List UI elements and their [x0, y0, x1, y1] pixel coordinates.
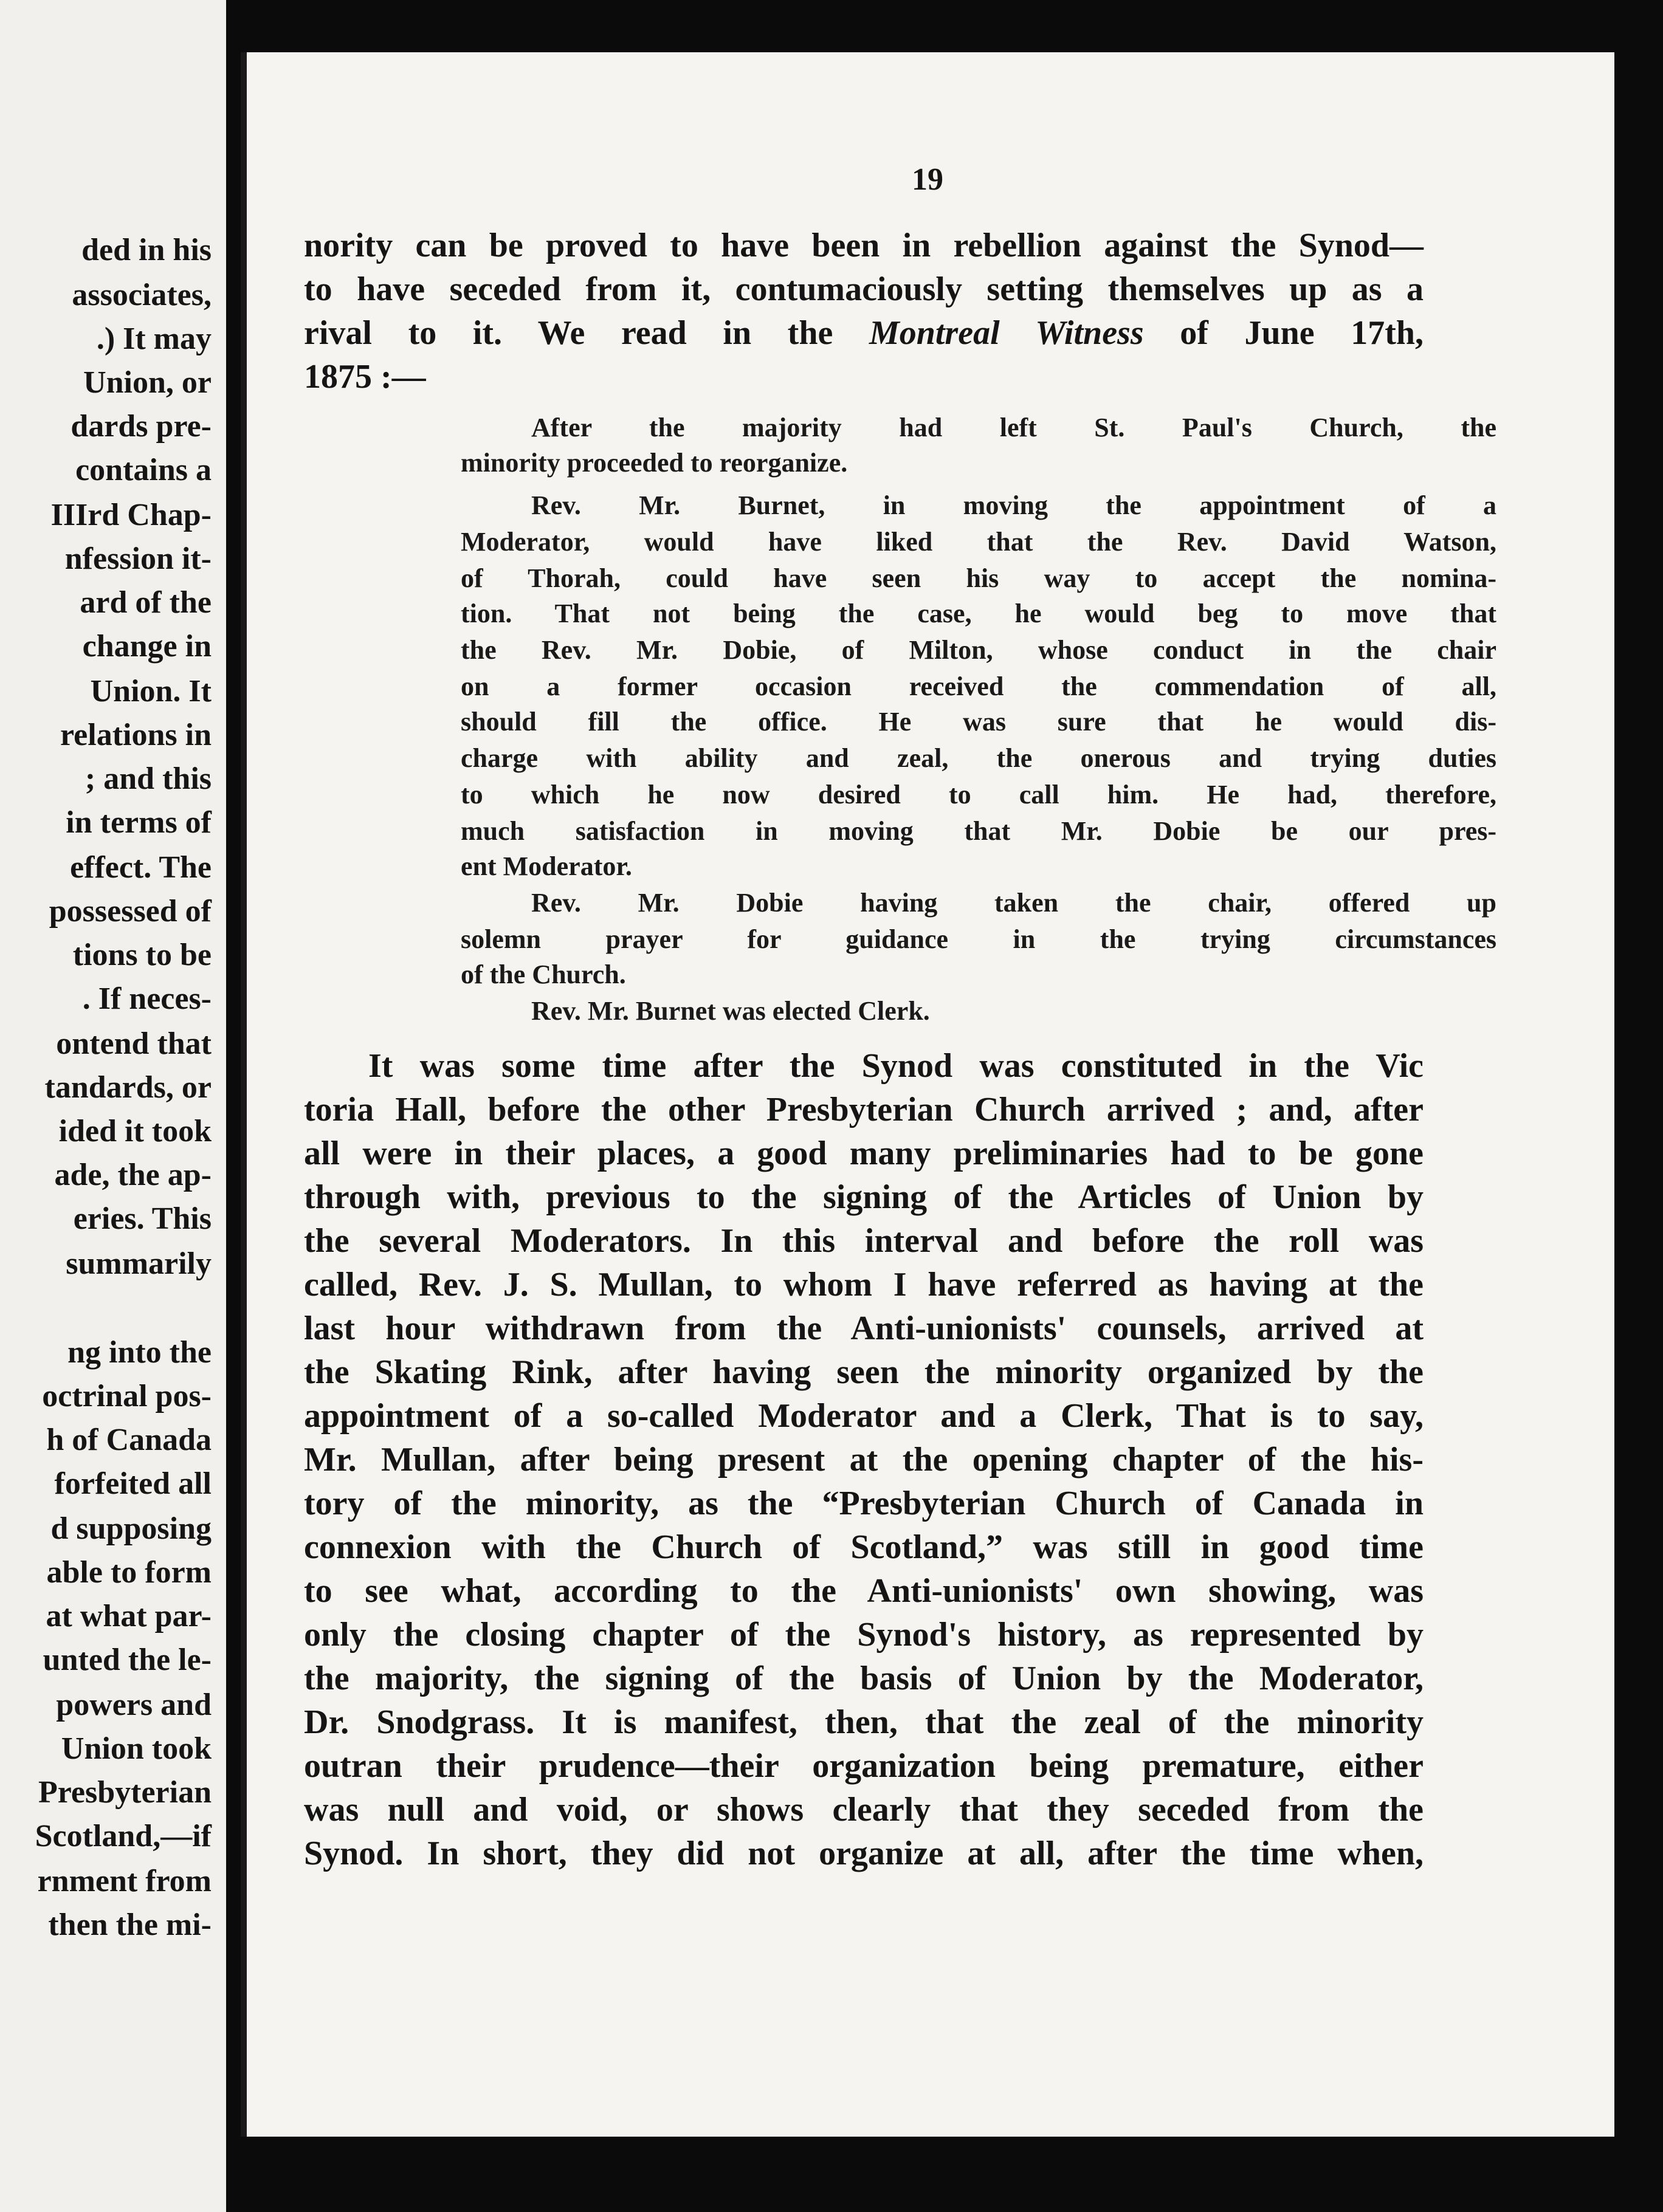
quote-line: ent Moderator.: [461, 851, 632, 881]
quote-line: Moderator, would have liked that the Rev. David Watson,: [461, 527, 1496, 557]
left-page-line: octrinal pos-: [42, 1379, 212, 1413]
left-page-line: dards pre-: [71, 409, 212, 444]
body-line: [304, 314, 1424, 352]
left-page-line: . If neces-: [82, 981, 212, 1016]
left-page-line: Union took: [61, 1731, 212, 1766]
left-page-line: d supposing: [50, 1511, 212, 1546]
body-line: connexion with the Church of Scotland,” was still in good time: [304, 1528, 1424, 1566]
quote-line: on a former occasion received the commendation of all,: [461, 672, 1496, 701]
left-page-line: Union. It: [90, 674, 212, 709]
left-page-line: h of Canada: [46, 1423, 212, 1457]
left-page-line: in terms of: [66, 805, 212, 840]
body-line: nority can be proved to have been in rebellion against the Synod—: [304, 227, 1424, 264]
quote-line: Rev. Mr. Burnet was elected Clerk.: [531, 996, 930, 1026]
left-page-line: rnment from: [37, 1864, 212, 1898]
quote-line: should fill the office. He was sure that he would dis-: [461, 707, 1496, 737]
body-line: all were in their places, a good many preliminaries had to be gone: [304, 1135, 1424, 1172]
left-page-line: ; and this: [84, 761, 212, 796]
left-page-line: powers and: [56, 1688, 212, 1722]
body-line: the several Moderators. In this interval and before the roll was: [304, 1222, 1424, 1260]
left-page-line: effect. The: [70, 850, 212, 885]
body-line: to see what, according to the Anti-unionists' own showing, was: [304, 1572, 1424, 1610]
left-page-line: .) It may: [96, 321, 212, 356]
quote-line: tion. That not being the case, he would beg to move that: [461, 599, 1496, 628]
body-line: tory of the minority, as the “Presbyterian Church of Canada in: [304, 1485, 1424, 1522]
left-page-line: ontend that: [56, 1026, 212, 1061]
body-line: the majority, the signing of the basis of Union by the Moderator,: [304, 1660, 1424, 1697]
left-page-line: relations in: [60, 718, 212, 752]
left-page-line: possessed of: [49, 894, 212, 929]
left-page-line: Union, or: [83, 365, 212, 400]
body-line: toria Hall, before the other Presbyterian Church arrived ; and, after: [304, 1091, 1424, 1128]
body-line: through with, previous to the signing of the Articles of Union by: [304, 1178, 1424, 1216]
body-text: of June 17th,: [1143, 314, 1424, 352]
quote-line: Rev. Mr. Dobie having taken the chair, offered up: [531, 888, 1496, 918]
left-page-line: ided it took: [58, 1114, 212, 1149]
body-text: rival to it. We read in the: [304, 314, 869, 352]
body-line: was null and void, or shows clearly that they seceded from the: [304, 1791, 1424, 1829]
body-line: last hour withdrawn from the Anti-unionists' counsels, arrived at: [304, 1310, 1424, 1347]
body-line: only the closing chapter of the Synod's history, as represented by: [304, 1616, 1424, 1654]
left-page-line: forfeited all: [54, 1466, 212, 1501]
left-page-line: ade, the ap-: [54, 1158, 212, 1192]
left-page-line: contains a: [75, 453, 212, 487]
publication-title: Montreal Witness: [869, 314, 1144, 352]
left-page-fragment: [0, 0, 226, 2212]
left-page-line: tandards, or: [44, 1070, 212, 1105]
quote-line: of the Church.: [461, 960, 626, 989]
left-page-line: at what par-: [46, 1599, 212, 1633]
left-page-line: ard of the: [80, 585, 212, 620]
left-page-line: nfession it-: [64, 541, 212, 576]
page-edge-shadow: [241, 52, 247, 2137]
left-page-line: eries. This: [73, 1201, 212, 1236]
page-number: 19: [912, 162, 943, 197]
left-page-line: then the mi-: [48, 1908, 212, 1942]
body-line: Dr. Snodgrass. It is manifest, then, that the zeal of the minority: [304, 1703, 1424, 1741]
left-page-line: change in: [82, 629, 212, 664]
quote-line: of Thorah, could have seen his way to accept the nomina-: [461, 563, 1496, 593]
left-page-line: ded in his: [81, 233, 212, 267]
body-line: the Skating Rink, after having seen the minority organized by the: [304, 1353, 1424, 1391]
body-line: It was some time after the Synod was constituted in the Vic: [368, 1047, 1424, 1085]
left-page-line: unted the le-: [43, 1643, 212, 1677]
quote-line: solemn prayer for guidance in the trying circumstances: [461, 924, 1496, 954]
quote-line: to which he now desired to call him. He had, therefore,: [461, 780, 1496, 809]
quote-line: much satisfaction in moving that Mr. Dobie be our pres-: [461, 816, 1496, 846]
body-line: called, Rev. J. S. Mullan, to whom I have referred as having at the: [304, 1266, 1424, 1304]
quote-line: Rev. Mr. Burnet, in moving the appointment of a: [531, 490, 1496, 520]
left-page-line: IIIrd Chap-: [50, 498, 212, 532]
main-page: [241, 52, 1614, 2137]
body-line: 1875 :—: [304, 358, 426, 396]
quote-line: charge with ability and zeal, the onerous and trying duties: [461, 743, 1496, 773]
body-line: outran their prudence—their organization being premature, either: [304, 1747, 1424, 1785]
left-page-line: tions to be: [72, 938, 212, 972]
left-page-line: Presbyterian: [38, 1775, 212, 1810]
body-line: Synod. In short, they did not organize at all, after the time when,: [304, 1835, 1424, 1872]
gutter-divider: [226, 0, 235, 2212]
left-page-line: summarily: [66, 1246, 212, 1281]
quote-line: the Rev. Mr. Dobie, of Milton, whose conduct in the chair: [461, 635, 1496, 665]
body-line: appointment of a so-called Moderator and a Clerk, That is to say,: [304, 1397, 1424, 1435]
body-line: Mr. Mullan, after being present at the opening chapter of the his-: [304, 1441, 1424, 1479]
left-page-line: associates,: [72, 278, 212, 312]
left-page-line: ng into the: [67, 1335, 212, 1370]
quote-line: minority proceeded to reorganize.: [461, 448, 848, 478]
left-page-line: Scotland,—if: [35, 1819, 212, 1853]
quote-line: After the majority had left St. Paul's Church, the: [531, 413, 1496, 442]
body-line: to have seceded from it, contumaciously setting themselves up as a: [304, 270, 1424, 308]
left-page-line: able to form: [46, 1555, 212, 1590]
